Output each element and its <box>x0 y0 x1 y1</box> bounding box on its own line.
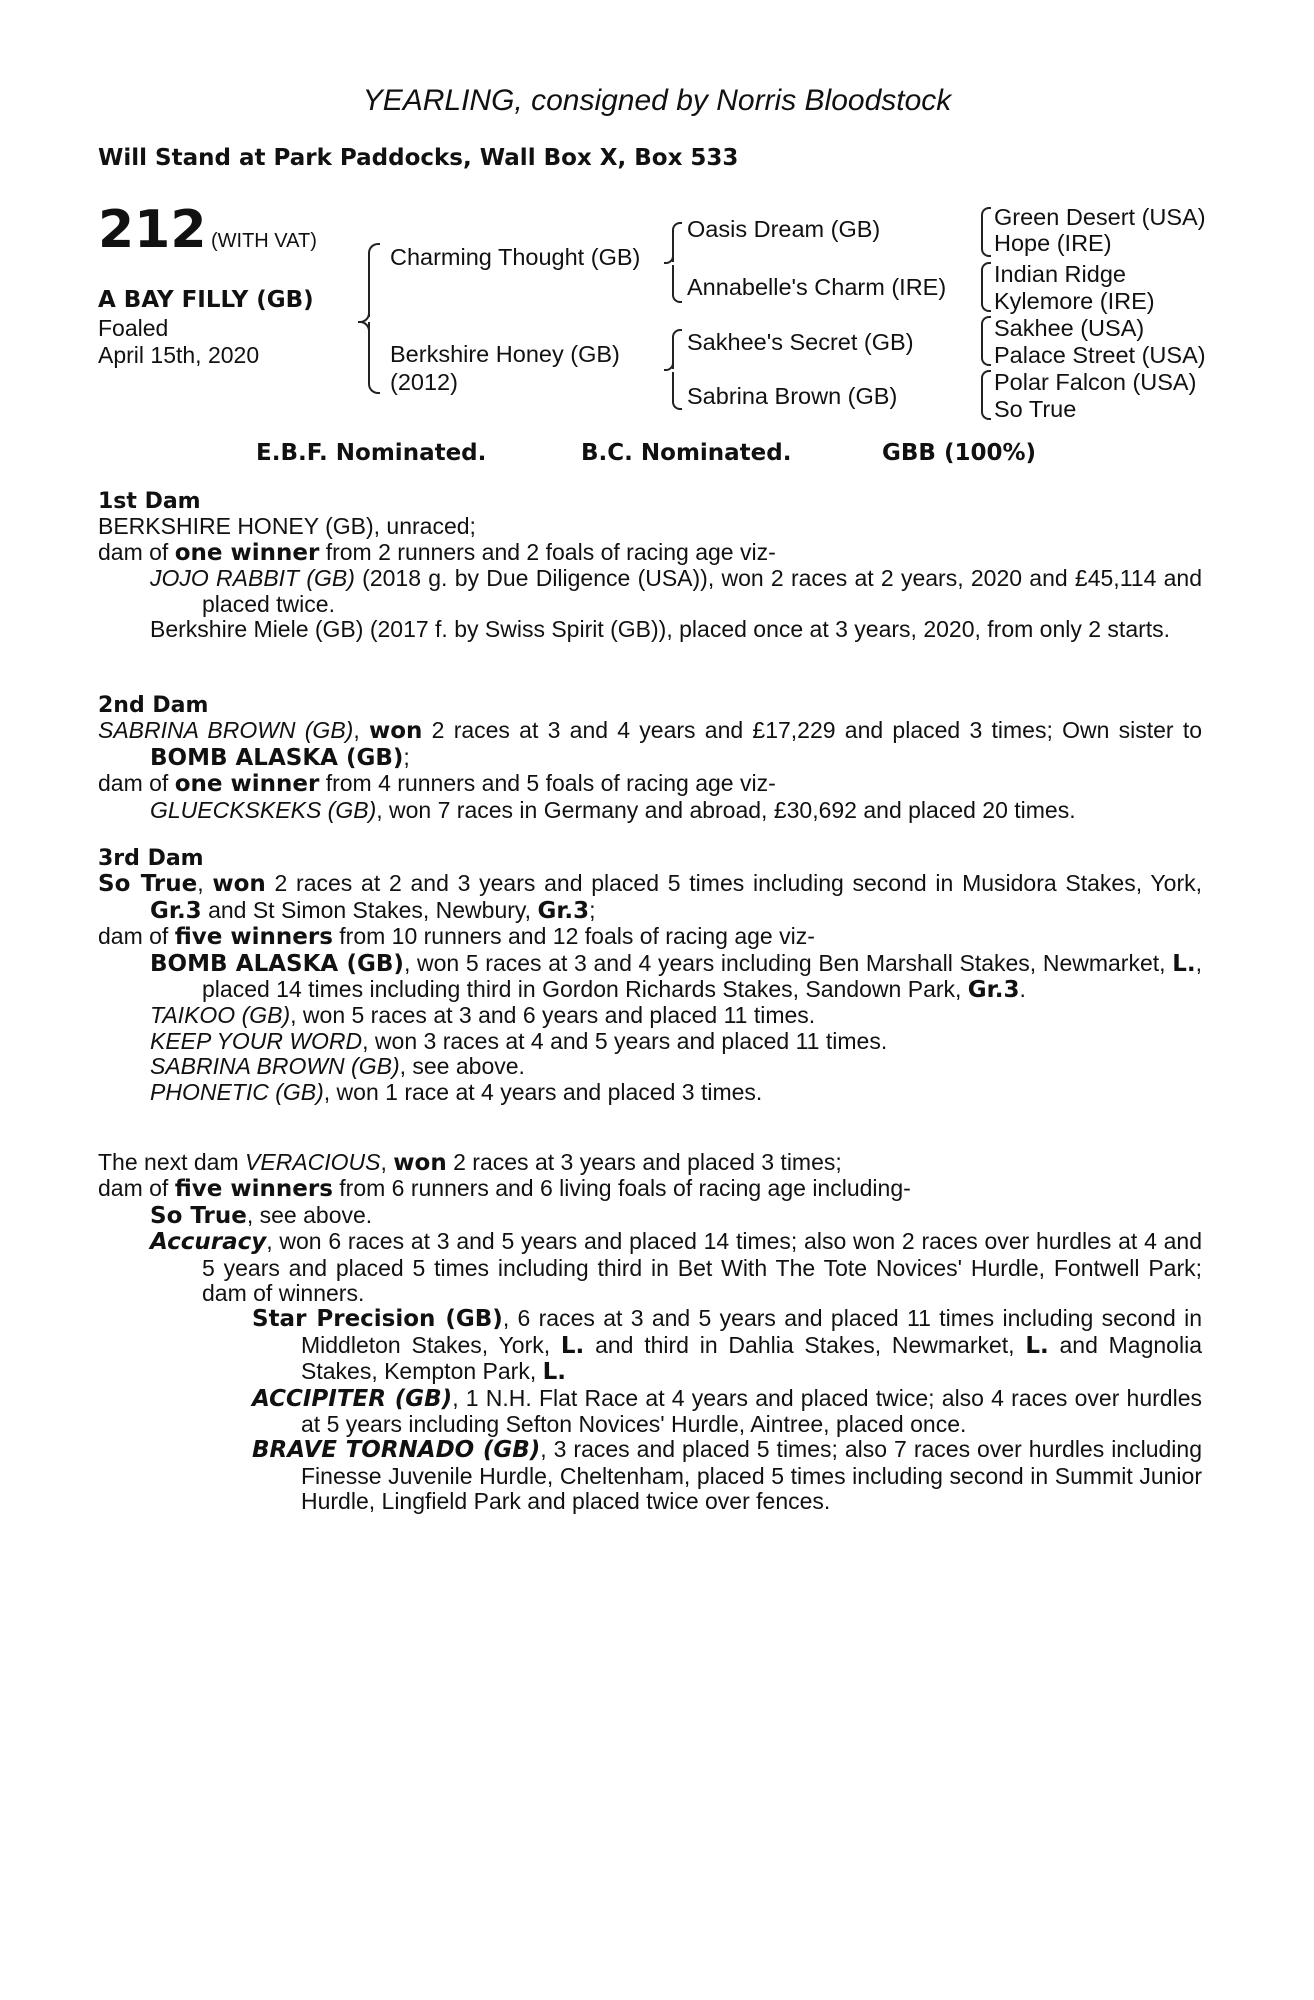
pedigree-brace-dam <box>672 372 682 410</box>
sub-produce-entry: Star Precision (GB), 6 races at 3 and 5 years and placed 11 times including second in Middleton Stakes, York, L. and third in Dahlia Stakes, Newmarket, L. and Magnolia Stakes, Kempton Park, L. <box>252 1305 1202 1386</box>
dam-produce-line: dam of one winner from 4 runners and 5 foals of racing age viz- <box>98 770 776 798</box>
dam-line: SABRINA BROWN (GB), won 2 races at 3 and 4 years and £17,229 and placed 3 times; Own sister to BOMB ALASKA (GB); <box>98 717 1202 771</box>
lot-description: A BAY FILLY (GB) <box>98 287 314 313</box>
lot-number: 212 <box>98 200 207 260</box>
pedigree-brace-sire <box>672 265 682 303</box>
produce-entry: TAIKOO (GB), won 5 races at 3 and 6 years and placed 11 times. <box>150 1002 816 1029</box>
sub-produce-entry: BRAVE TORNADO (GB), 3 races and placed 5 times; also 7 races over hurdles including Finesse Juvenile Hurdle, Cheltenham, placed 5 times including second in Summit Junior Hurdle, Lingfield Park and placed twice over fences. <box>252 1436 1202 1515</box>
dam-produce-line: dam of five winners from 6 runners and 6 living foals of racing age including- <box>98 1175 911 1203</box>
catalogue-heading: YEARLING, consigned by Norris Bloodstock <box>362 84 952 117</box>
pedigree-brace-gen3 <box>981 370 991 420</box>
produce-entry: Berkshire Miele (GB) (2017 f. by Swiss Spirit (GB)), placed once at 3 years, 2020, from only 2 starts. <box>150 616 1171 643</box>
section-heading: 2nd Dam <box>98 693 209 718</box>
produce-entry: Accuracy, won 6 races at 3 and 5 years and placed 14 times; also won 2 races over hurdles at 4 and 5 years and placed 5 times including third in Bet With The Tote Novices' Hurdle, Fontwell Park; dam of winners. <box>150 1228 1202 1307</box>
dam-line: So True, won 2 races at 2 and 3 years and placed 5 times including second in Musidora Stakes, York, Gr.3 and St Simon Stakes, Newbury, Gr.3; <box>98 870 1202 924</box>
produce-entry: BOMB ALASKA (GB), won 5 races at 3 and 4 years including Ben Marshall Stakes, Newmarket, L., placed 14 times including third in Gordon Richards Stakes, Sandown Park, Gr.3. <box>150 949 1202 1004</box>
gbb-rating: GBB (100%) <box>882 440 1037 466</box>
dam-year: (2012) <box>390 369 458 395</box>
gen3-ancestor: Kylemore (IRE) <box>994 288 1155 314</box>
dam-produce-line: dam of one winner from 2 runners and 2 foals of racing age viz- <box>98 538 776 566</box>
sire-dam: Annabelle's Charm (IRE) <box>687 274 947 300</box>
pedigree-brace-gen1 <box>368 243 380 317</box>
gen3-ancestor: So True <box>994 396 1077 422</box>
first-dam-section <box>98 489 1202 642</box>
sire-sire: Oasis Dream (GB) <box>687 216 881 242</box>
dam-produce-line: dam of five winners from 10 runners and 12 foals of racing age viz- <box>98 923 815 951</box>
bc-nomination: B.C. Nominated. <box>581 440 792 466</box>
produce-entry: SABRINA BROWN (GB), see above. <box>150 1053 525 1080</box>
dam-dam: Sabrina Brown (GB) <box>687 383 898 409</box>
dam-line: BERKSHIRE HONEY (GB), unraced; <box>98 513 476 540</box>
produce-entry: So True, see above. <box>150 1201 373 1229</box>
dam-line: The next dam VERACIOUS, won 2 races at 3 years and placed 3 times; <box>98 1149 842 1176</box>
ebf-nomination: E.B.F. Nominated. <box>256 440 487 466</box>
produce-entry: GLUECKSKEKS (GB), won 7 races in Germany and abroad, £30,692 and placed 20 times. <box>150 796 1076 823</box>
pedigree-brace-sire <box>664 254 674 264</box>
next-dam-section <box>98 1150 1202 1515</box>
section-heading: 3rd Dam <box>98 846 204 871</box>
section-heading: 1st Dam <box>98 489 201 514</box>
dam: Berkshire Honey (GB) <box>390 341 620 367</box>
pedigree-brace-gen3 <box>981 207 991 257</box>
produce-entry: PHONETIC (GB), won 1 race at 4 years and placed 3 times. <box>150 1078 763 1105</box>
vat-label: (WITH VAT) <box>211 230 317 252</box>
produce-entry: KEEP YOUR WORD, won 3 races at 4 and 5 years and placed 11 times. <box>150 1027 888 1054</box>
sire: Charming Thought (GB) <box>390 244 641 270</box>
gen3-ancestor: Hope (IRE) <box>994 230 1112 256</box>
lot-header <box>98 200 317 260</box>
gen3-ancestor: Indian Ridge <box>994 261 1126 287</box>
pedigree-brace-dam <box>664 361 674 371</box>
foaled-date: April 15th, 2020 <box>98 342 260 368</box>
gen3-ancestor: Green Desert (USA) <box>994 204 1206 230</box>
dam-sire: Sakhee's Secret (GB) <box>687 329 914 355</box>
pedigree-brace-gen3 <box>981 262 991 312</box>
stand-location: Will Stand at Park Paddocks, Wall Box X, Box 533 <box>98 145 739 171</box>
gen3-ancestor: Polar Falcon (USA) <box>994 369 1197 395</box>
pedigree-brace-gen3 <box>981 316 991 366</box>
second-dam-section <box>98 693 1202 823</box>
gen3-ancestor: Sakhee (USA) <box>994 315 1145 341</box>
gen3-ancestor: Palace Street (USA) <box>994 342 1206 368</box>
sub-produce-entry: ACCIPITER (GB), 1 N.H. Flat Race at 4 years and placed twice; also 4 races over hurdles at 5 years including Sefton Novices' Hurdle, Aintree, placed once. <box>252 1384 1202 1438</box>
third-dam-section <box>98 846 1202 1105</box>
foaled-label: Foaled <box>98 315 169 341</box>
produce-entry: JOJO RABBIT (GB) (2018 g. by Due Diligence (USA)), won 2 races at 2 years, 2020 and £45,114 and placed twice. <box>150 565 1202 617</box>
